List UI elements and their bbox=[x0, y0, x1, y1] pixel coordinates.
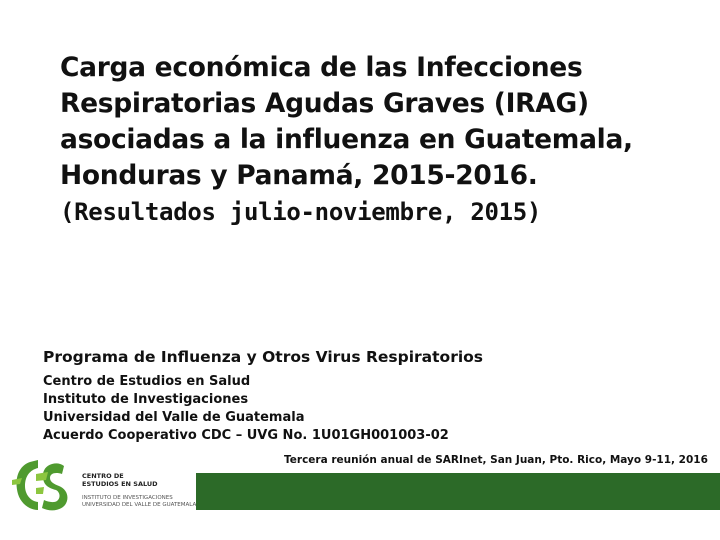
logo-subtitle bbox=[82, 495, 196, 509]
ces-logo bbox=[0, 450, 196, 520]
slide-title bbox=[60, 50, 700, 230]
logo-line-1: CENTRO DE bbox=[82, 472, 124, 480]
title-line-1: Carga económica de las Infecciones bbox=[60, 52, 583, 83]
institution-line-2: Instituto de Investigaciones bbox=[43, 392, 249, 407]
title-line-5: (Resultados julio-noviembre, 2015) bbox=[60, 198, 542, 226]
institution-line-1: Centro de Estudios en Salud bbox=[43, 374, 251, 389]
meeting-caption: Tercera reunión anual de SARInet, San Juan, Pto. Rico, Mayo 9-11, 2016 bbox=[284, 454, 708, 466]
institution-line-4: Acuerdo Cooperativo CDC – UVG No. 1U01GH001003-02 bbox=[43, 428, 449, 443]
logo-line-4: UNIVERSIDAD DEL VALLE DE GUATEMALA bbox=[82, 502, 197, 508]
logo-line-3: INSTITUTO DE INVESTIGACIONES bbox=[82, 495, 173, 501]
program-name: Programa de Influenza y Otros Virus Respiratorios bbox=[43, 348, 484, 366]
title-line-3: asociadas a la influenza en Guatemala, bbox=[60, 124, 633, 155]
title-line-2: Respiratorias Agudas Graves (IRAG) bbox=[60, 88, 589, 119]
title-line-4: Honduras y Panamá, 2015-2016. bbox=[60, 160, 538, 191]
logo-line-2: ESTUDIOS EN SALUD bbox=[82, 480, 158, 488]
ces-leaf-logo-icon bbox=[8, 454, 78, 516]
footer-green-bar bbox=[196, 473, 720, 510]
logo-wordmark bbox=[82, 472, 158, 488]
institution-block bbox=[43, 373, 449, 445]
institution-line-3: Universidad del Valle de Guatemala bbox=[43, 410, 305, 425]
